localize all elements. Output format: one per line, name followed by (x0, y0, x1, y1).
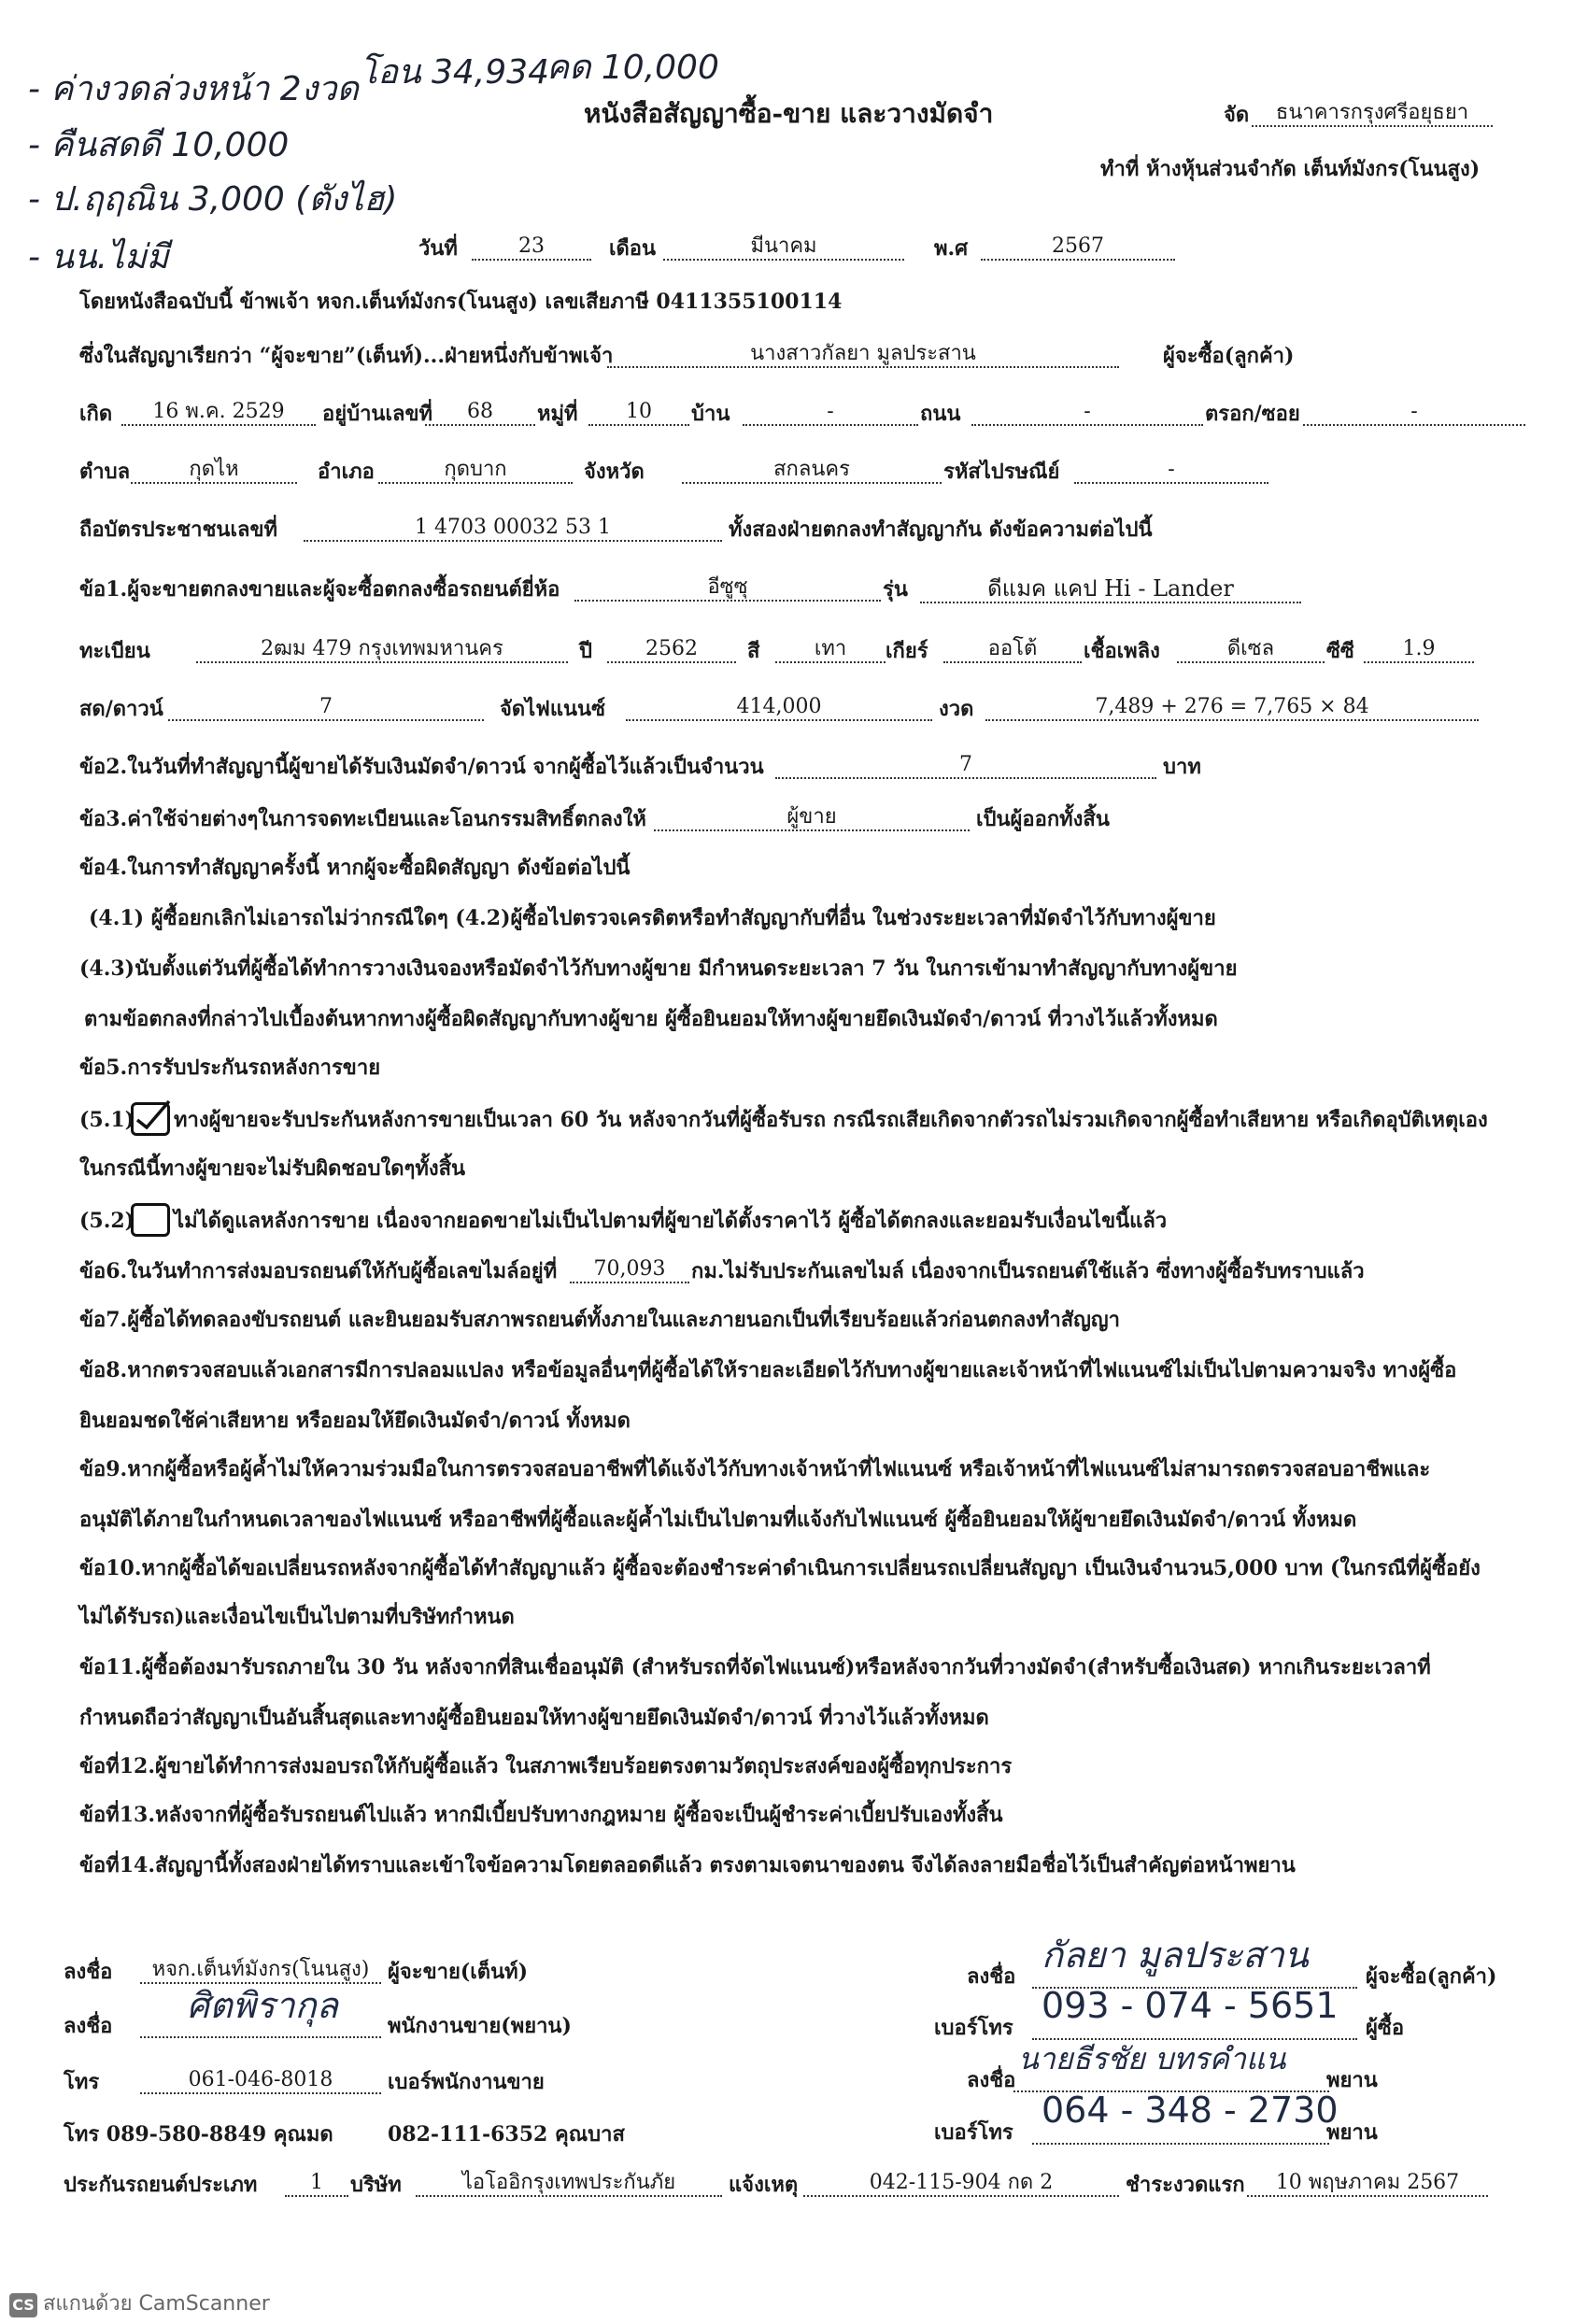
born-value: 16 พ.ค. 2529 (121, 402, 316, 426)
seller-name: หจก.เต็นท์มังกร(โนนสูง) (140, 1960, 381, 1984)
insurance-notify: 042-115-904 กด 2 (803, 2173, 1119, 2197)
witness-signature: นายธีรชัย บทรคำแน (1018, 2041, 1286, 2076)
witness-phone-label: เบอร์โทร (934, 2120, 1013, 2145)
clause9-line2: อนุมัติได้ภายในกำหนดเวลาของไฟแนนซ์ หรืออาชีพที่ผู้ซื้อและผู้ค้ำไม่เป็นไปตามที่แจ้งกับไฟแนนซ์ ผู้ซื้อยินยอมให้ผู้ขายยึดเงินมัดจำ/ดาวน์ ทั้งหมด (79, 1508, 1357, 1532)
option-51-text: ทางผู้ขายจะรับประกันหลังการขายเป็นเวลา 60 วัน หลังจากวันที่ผู้ซื้อรับรถ กรณีรถเสียเกิดจากตัวรถไม่รวมเกิดจากผู้ซื้อทำเสียหาย หรือเกิดอุบัติเหตุเอง (174, 1108, 1488, 1132)
note-line-4: - นน.ไม่มี (28, 238, 169, 276)
tambon-label: ตำบล (79, 460, 131, 484)
born-label: เกิด (79, 402, 113, 426)
car-brand: อีซูซุ (574, 577, 881, 602)
insurance-company-label: บริษัท (350, 2173, 402, 2197)
option-52-checkbox[interactable] (131, 1203, 170, 1237)
gear-label: เกียร์ (886, 639, 928, 663)
id-label: ถือบัตรประชาชนเลขที่ (79, 517, 277, 542)
clause6-prefix: ข้อ6.ในวันทำการส่งมอบรถยนต์ให้กับผู้ซื้อเลขไมล์อยู่ที่ (79, 1259, 558, 1283)
staff-sign-line (140, 2014, 381, 2038)
zip-label: รหัสไปรษณีย์ (943, 460, 1060, 484)
amphoe-value: กุดบาก (378, 460, 573, 484)
village-label: บ้าน (691, 402, 730, 426)
buyer-phone-line (1032, 2016, 1357, 2040)
amphoe-label: อำเภอ (318, 460, 375, 484)
intro-line-1: โดยหนังสือฉบับนี้ ข้าพเจ้า หจก.เต็นท์มังกร(โนนสูง) เลขเสียภาษี 0411355100114 (79, 290, 843, 314)
zip-value: - (1074, 460, 1268, 484)
seller-role: ผู้จะขาย(เต็นท์) (388, 1960, 529, 1984)
buyer-role: ผู้จะซื้อ(ลูกค้า) (1366, 1964, 1497, 1989)
first-payment: 10 พฤษภาคม 2567 (1247, 2173, 1488, 2197)
clause4-line3: ตามข้อตกลงที่กล่าวไปเบื้องต้นหากทางผู้ซื้อผิดสัญญากับทางผู้ขาย ผู้ซื้อยินยอมให้ทางผู้ขายยึดเงินมัดจำ/ดาวน์ ที่วางไว้แล้วทั้งหมด (84, 1007, 1218, 1031)
buyer-label: ผู้จะซื้อ(ลูกค้า) (1163, 344, 1295, 368)
witness-sign-label: ลงชื่อ (967, 2068, 1016, 2092)
finance-label: จัดไฟแนนซ์ (500, 697, 606, 721)
staff-role: พนักงานขาย(พยาน) (388, 2014, 572, 2038)
seller-sign-label: ลงชื่อ (64, 1960, 113, 1984)
clause10-line1: ข้อ10.หากผู้ซื้อได้ขอเปลี่ยนรถหลังจากผู้ซื้อได้ทำสัญญาแล้ว ผู้ซื้อจะต้องชำระค่าดำเนินการเปลี่ยนรถเปลี่ยนสัญญา เป็นเงินจำนวน5,000 บาท (ในกรณีที่ผู้ซื้อยัง (79, 1556, 1481, 1580)
date-year: 2567 (981, 236, 1175, 261)
moo-label: หมู่ที่ (537, 402, 578, 426)
reg-label: ทะเบียน (79, 639, 150, 663)
witness-phone-line (1032, 2120, 1329, 2145)
house-value: 68 (425, 402, 535, 426)
option-52-text: ไม่ได้ดูแลหลังการขาย เนื่องจากยอดขายไม่เป็นไปตามที่ผู้ขายได้ตั้งราคาไว้ ผู้ซื้อได้ตกลงและยอมรับเงื่อนไขนี้แล้ว (174, 1209, 1168, 1233)
date-month-label: เดือน (609, 236, 657, 261)
date-year-label: พ.ศ (934, 236, 969, 261)
option-52-number: (5.2) (79, 1209, 135, 1233)
province-value: สกลนคร (682, 460, 942, 484)
contact-2: 082-111-6352 คุณบาส (388, 2122, 625, 2147)
buyer-sign-label: ลงชื่อ (967, 1964, 1016, 1989)
mileage-value: 70,093 (570, 1259, 689, 1283)
clause9-line1: ข้อ9.หากผู้ซื้อหรือผู้ค้ำไม่ให้ความร่วมมือในการตรวจสอบอาชีพที่ได้แจ้งไว้กับทางเจ้าหน้าที่ไฟแนนซ์ หรือเจ้าหน้าที่ไฟแนนซ์ไม่สามารถตรวจสอบอาชีพและ (79, 1457, 1431, 1481)
option-51-text2: ในกรณีนี้ทางผู้ขายจะไม่รับผิดชอบใดๆทั้งสิ้น (79, 1156, 466, 1181)
buyer-phone-label: เบอร์โทร (934, 2016, 1013, 2040)
buyer-phone: 093 - 074 - 5651 (1042, 1985, 1339, 2026)
to-value: ธนาคารกรุงศรีอยุธยา (1252, 103, 1493, 127)
soi-value: - (1303, 402, 1525, 426)
witness-phone: 064 - 348 - 2730 (1042, 2090, 1339, 2131)
install-value: 7,489 + 276 = 7,765 × 84 (985, 697, 1479, 721)
option-51-checkbox[interactable] (131, 1102, 170, 1136)
to-label: จัด (1224, 103, 1250, 127)
contact-1: โทร 089-580-8849 คุณมด (64, 2122, 333, 2147)
province-label: จังหวัด (584, 460, 645, 484)
install-label: งวด (939, 697, 974, 721)
intro-line-2: ซึ่งในสัญญาเรียกว่า “ผู้จะขาย”(เต็นท์)...ฝ่ายหนึ่งกับข้าพเจ้า (79, 344, 614, 368)
witness-phone-role: พยาน (1326, 2120, 1378, 2145)
id-suffix: ทั้งสองฝ่ายตกลงทำสัญญากัน ดังข้อความต่อไปนี้ (729, 517, 1153, 542)
village-value: - (743, 402, 918, 426)
staff-sign-label: ลงชื่อ (64, 2014, 113, 2038)
cc-label: ซีซี (1326, 639, 1354, 663)
fuel-label: เชื้อเพลิง (1084, 639, 1160, 663)
moo-value: 10 (588, 402, 689, 426)
insurance-type: 1 (285, 2173, 348, 2197)
date-month: มีนาคม (663, 236, 904, 261)
insurance-company: ไอโออิกรุงเทพประกันภัย (416, 2173, 722, 2197)
note-line-2: - คืนสดดี 10,000 (28, 126, 290, 164)
clause10-line2: ไม่ได้รับรถ)และเงื่อนไขเป็นไปตามที่บริษัทกำหนด (79, 1605, 515, 1629)
car-model: ดีแมค แคป Hi - Lander (920, 577, 1301, 603)
clause5-title: ข้อ5.การรับประกันรถหลังการขาย (79, 1056, 381, 1080)
clause4-line1: (4.1) ผู้ซื้อยกเลิกไม่เอารถไม่ว่ากรณีใดๆ (4.2)ผู้ซื้อไปตรวจเครดิตหรือทำสัญญากับที่อื่น ในช่วงระยะเวลาที่มัดจำไว้กับทางผู้ขาย (89, 906, 1216, 930)
clause4-title: ข้อ4.ในการทำสัญญาครั้งนี้ หากผู้จะซื้อผิดสัญญา ดังข้อต่อไปนี้ (79, 856, 631, 880)
down-label: สด/ดาวน์ (79, 697, 163, 721)
car-color: เทา (775, 639, 886, 663)
clause8-line1: ข้อ8.หากตรวจสอบแล้วเอกสารมีการปลอมแปลง หรือข้อมูลอื่นๆที่ผู้ซื้อได้ให้รายละเอียดไว้กับทางผู้ขายและเจ้าหน้าที่ไฟแนนซ์ไม่เป็นไปตามความจริง ทางผู้ซื้อ (79, 1358, 1457, 1382)
finance-value: 414,000 (626, 697, 932, 721)
first-payment-label: ชำระงวดแรก (1126, 2173, 1245, 2197)
clause1-prefix: ข้อ1.ผู้จะขายตกลงขายและผู้จะซื้อตกลงซื้อรถยนต์ยี่ห้อ (79, 577, 560, 602)
clause6-suffix: กม.ไม่รับประกันเลขไมล์ เนื่องจากเป็นรถยนต์ใช้แล้ว ซึ่งทางผู้ซื้อรับทราบแล้ว (691, 1259, 1365, 1283)
clause2-prefix: ข้อ2.ในวันที่ทำสัญญานี้ผู้ขายได้รับเงินมัดจำ/ดาวน์ จากผู้ซื้อไว้แล้วเป็นจำนวน (79, 755, 764, 779)
car-registration: 2ฒม 479 กรุงเทพมหานคร (196, 639, 568, 663)
option-51-number: (5.1) (79, 1108, 135, 1132)
model-label: รุ่น (883, 577, 908, 602)
fee-payer: ผู้ขาย (654, 807, 970, 831)
clause4-line2: (4.3)นับตั้งแต่วันที่ผู้ซื้อได้ทำการวางเงินจองหรือมัดจำไว้กับทางผู้ขาย มีกำหนดระยะเวลา 7 วัน ในการเข้ามาทำสัญญากับทางผู้ขาย (79, 957, 1238, 981)
staff-signature: ศิตพิรากุล (187, 1985, 338, 2026)
staff-phone-label: เบอร์พนักงานขาย (388, 2070, 545, 2094)
clause14: ข้อที่14.สัญญานี้ทั้งสองฝ่ายได้ทราบและเข้าใจข้อความโดยตลอดดีแล้ว ตรงตามเจตนาของตน จึงได้ลงลายมือชื่อไว้เป็นสำคัญต่อหน้าพยาน (79, 1853, 1296, 1878)
clause3-prefix: ข้อ3.ค่าใช้จ่ายต่างๆในการจดทะเบียนและโอนกรรมสิทธิ์ตกลงให้ (79, 807, 646, 831)
note-line-3: - ป.ฤฤณิน 3,000 (ตังไฮ) (28, 180, 398, 219)
house-label: อยู่บ้านเลขที่ (322, 402, 433, 426)
clause13: ข้อที่13.หลังจากที่ผู้ซื้อรับรถยนต์ไปแล้ว หากมีเบี้ยปรับทางกฎหมาย ผู้ซื้อจะเป็นผู้ชำระค่าเบี้ยปรับเองทั้งสิ้น (79, 1803, 1003, 1827)
scanner-footer (9, 2287, 270, 2319)
date-day: 23 (472, 236, 591, 261)
deposit-value: 7 (775, 755, 1156, 779)
clause7: ข้อ7.ผู้ซื้อได้ทดลองขับรถยนต์ และยินยอมรับสภาพรถยนต์ทั้งภายในและภายนอกเป็นที่เรียบร้อยแล้วก่อนตกลงทำสัญญา (79, 1308, 1121, 1332)
clause2-suffix: บาท (1163, 755, 1201, 779)
buyer-signature: กัลยา มูลประสาน (1042, 1934, 1309, 1976)
camscanner-logo-icon: CS (9, 2293, 37, 2317)
date-day-label: วันที่ (418, 236, 458, 261)
car-cc: 1.9 (1364, 639, 1474, 663)
note-line-1: - ค่างวดล่วงหน้า 2งวด (28, 70, 359, 108)
clause12: ข้อที่12.ผู้ขายได้ทำการส่งมอบรถให้กับผู้ซื้อแล้ว ในสภาพเรียบร้อยตรงตามวัตถุประสงค์ของผู้ซื้อทุกประการ (79, 1754, 1013, 1778)
road-label: ถนน (920, 402, 961, 426)
car-gear: ออโต้ (943, 639, 1082, 663)
road-value: - (971, 402, 1203, 426)
buyer-name: นางสาวกัลยา มูลประสาน (607, 344, 1119, 368)
down-value: 7 (168, 697, 484, 721)
car-fuel: ดีเซล (1177, 639, 1325, 663)
clause8-line2: ยินยอมชดใช้ค่าเสียหาย หรือยอมให้ยึดเงินมัดจำ/ดาวน์ ทั้งหมด (79, 1409, 631, 1433)
insurance-type-label: ประกันรถยนต์ประเภท (64, 2173, 258, 2197)
clause3-suffix: เป็นผู้ออกทั้งสิ้น (976, 807, 1110, 831)
note-transfer-code: โอน 34,934 (360, 53, 549, 92)
scanner-text: สแกนด้วย CamScanner (43, 2292, 270, 2316)
staff-tel-label: โทร (64, 2070, 100, 2094)
check-icon (132, 1099, 173, 1133)
year-label: ปี (579, 639, 592, 663)
staff-phone: 061-046-8018 (140, 2070, 381, 2094)
color-label: สี (747, 639, 760, 663)
witness-role: พยาน (1326, 2068, 1378, 2092)
document-title: หนังสือสัญญาซื้อ-ขาย และวางมัดจำ (584, 98, 994, 129)
id-value: 1 4703 00032 53 1 (304, 517, 722, 542)
buyer-phone-role: ผู้ซื้อ (1366, 2016, 1405, 2040)
car-year: 2562 (607, 639, 736, 663)
clause11-line1: ข้อ11.ผู้ซื้อต้องมารับรถภายใน 30 วัน หลังจากที่สินเชื่ออนุมัติ (สำหรับรถที่จัดไฟแนนซ์)หรือหลังจากวันที่วางมัดจำ(สำหรับซื้อเงินสด) หากเกินระยะเวลาที่ (79, 1655, 1431, 1679)
soi-label: ตรอก/ซอย (1205, 402, 1300, 426)
insurance-notify-label: แจ้งเหตุ (729, 2173, 799, 2197)
place-line: ทำที่ ห้างหุ้นส่วนจำกัด เต็นท์มังกร(โนนสูง) (1100, 157, 1481, 181)
clause11-line2: กำหนดถือว่าสัญญาเป็นอันสิ้นสุดและทางผู้ซื้อยินยอมให้ทางผู้ขายยึดเงินมัดจำ/ดาวน์ ที่วางไว้แล้วทั้งหมด (79, 1706, 989, 1730)
note-amount: คด 10,000 (546, 49, 719, 87)
tambon-value: กุดไห (131, 460, 297, 484)
